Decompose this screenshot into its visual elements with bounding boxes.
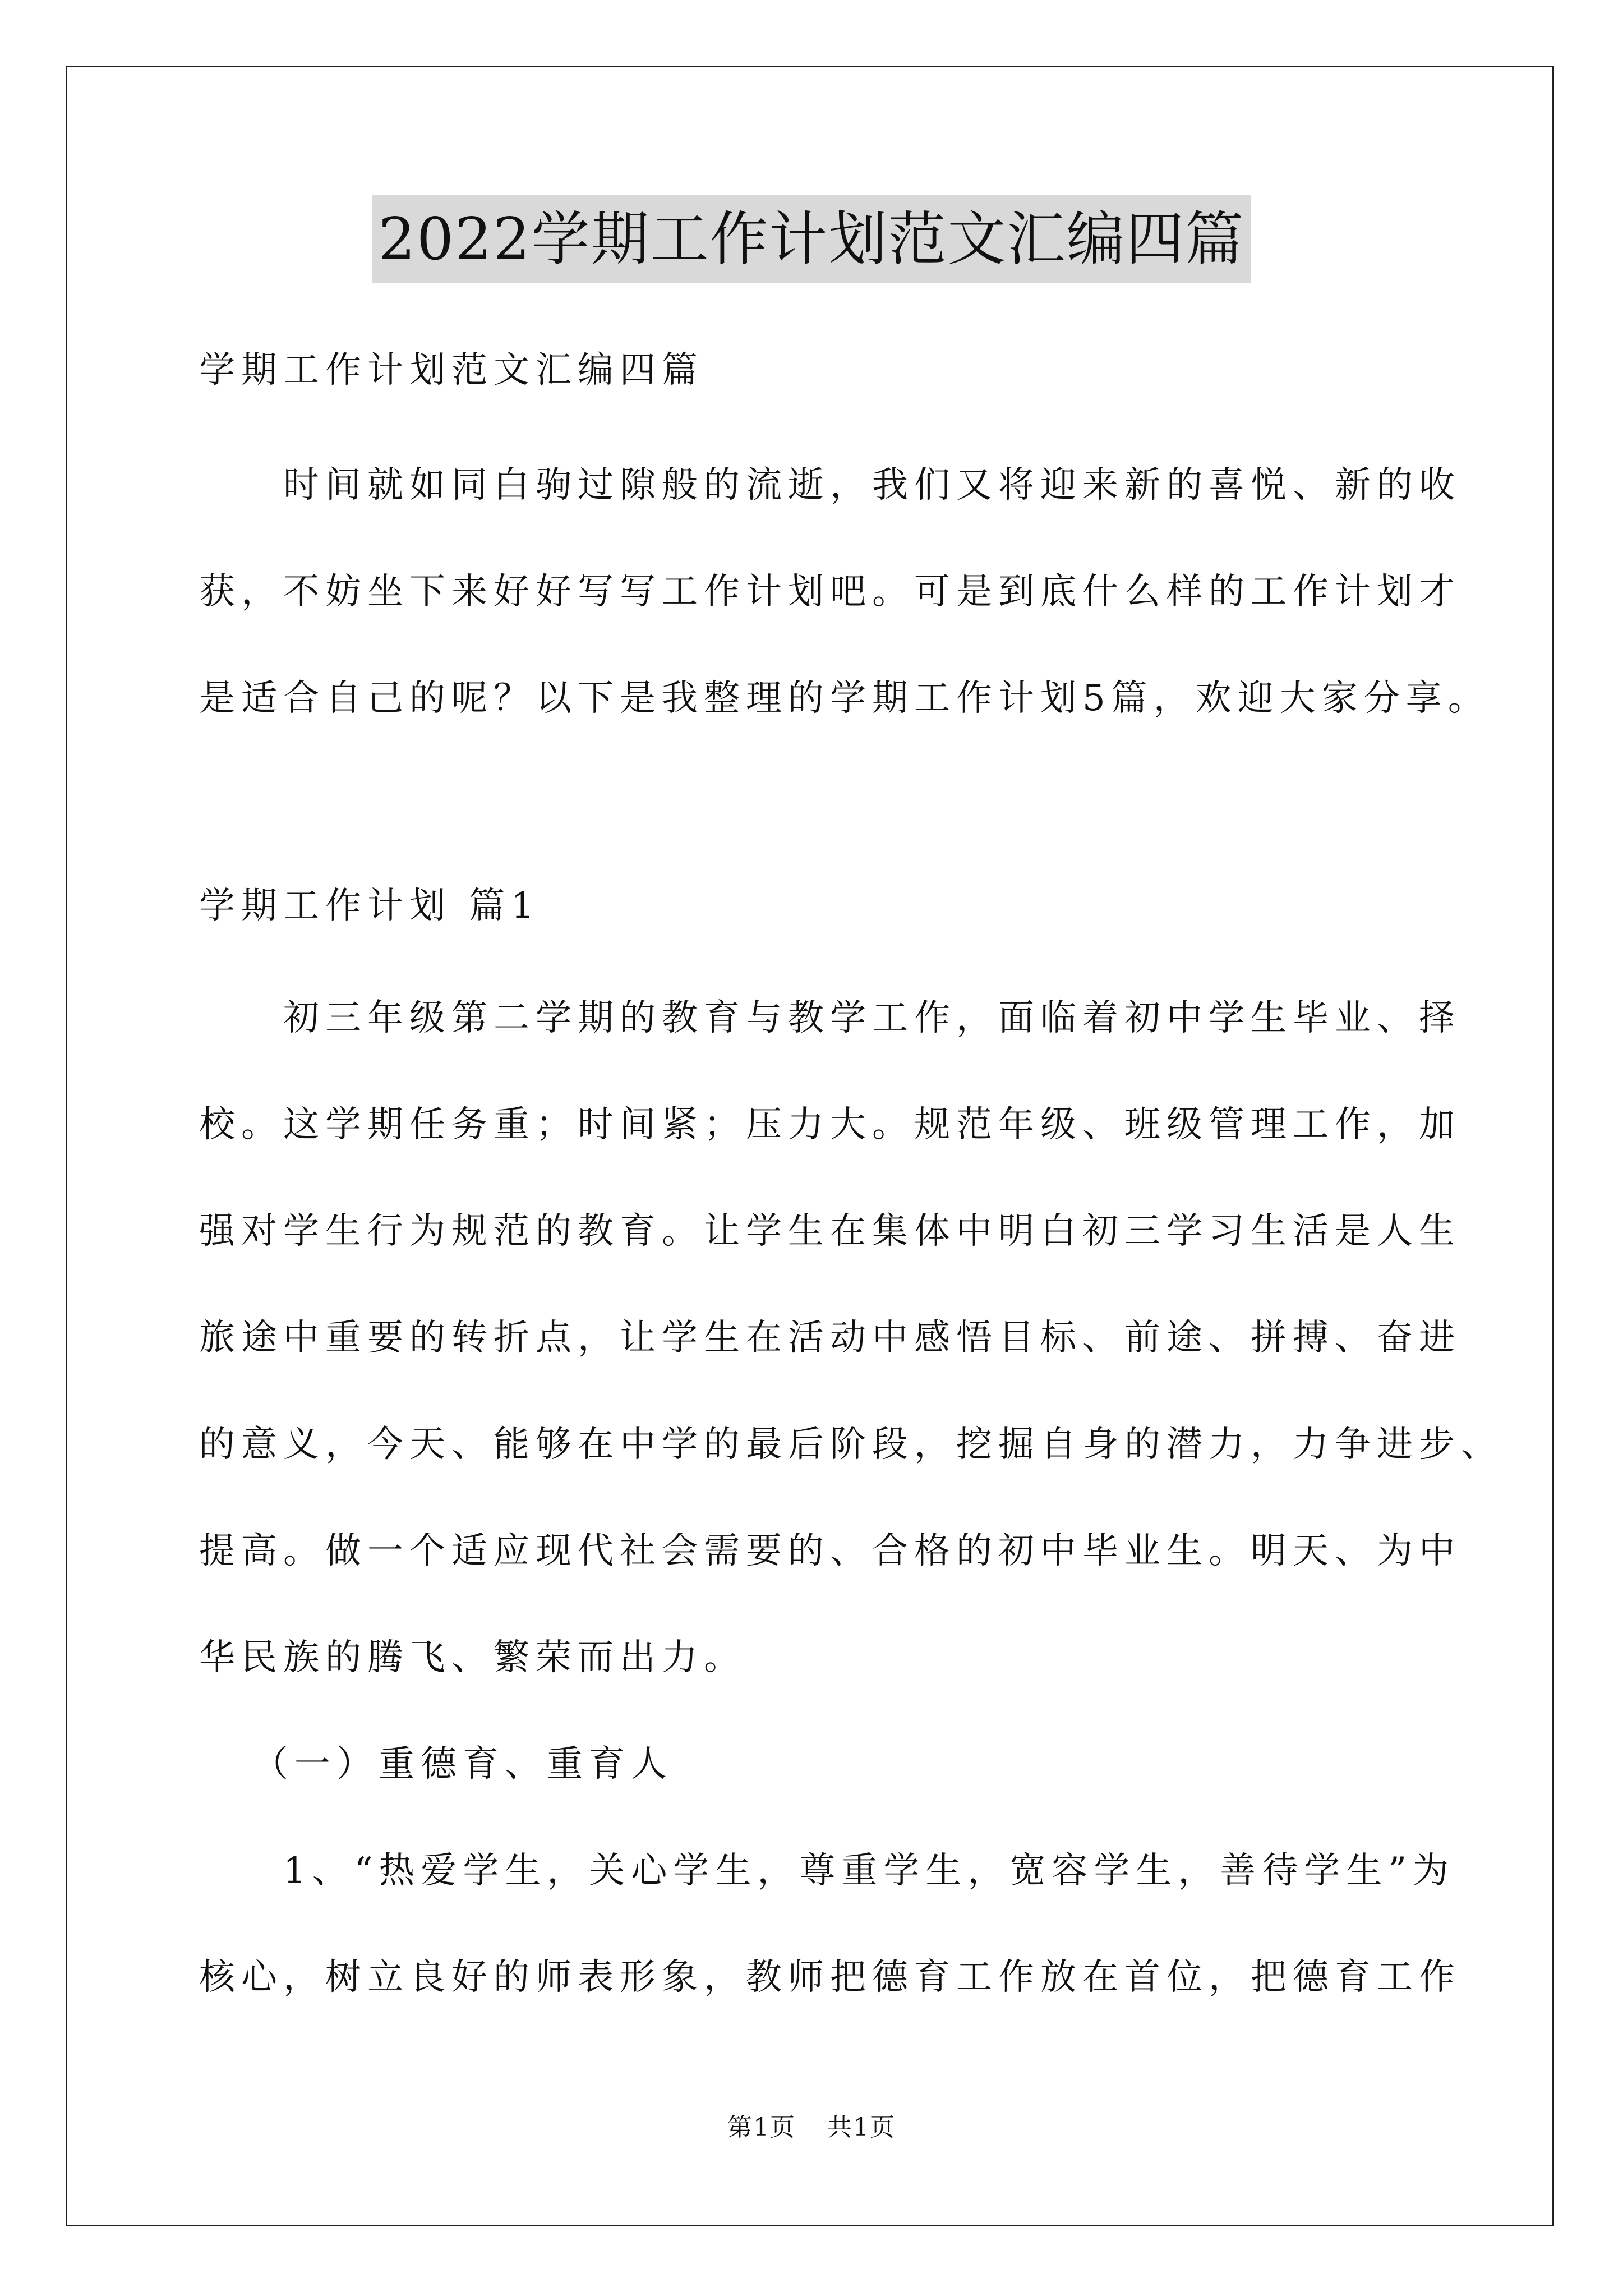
intro-line: 时间就如同白驹过隙般的流逝，我们又将迎来新的喜悦、新的收 (283, 464, 1461, 506)
section-line: 旅途中重要的转折点，让学生在活动中感悟目标、前途、拼搏、奋进 (199, 1317, 1461, 1359)
document-subtitle: 学期工作计划范文汇编四篇 (199, 349, 704, 391)
page-number: 第1页 (727, 2113, 796, 2142)
section-line: 校。这学期任务重；时间紧；压力大。规范年级、班级管理工作，加 (199, 1104, 1461, 1145)
section-line: 华民族的腾飞、繁荣而出力。 (199, 1637, 746, 1678)
item-line: 1、“热爱学生，关心学生，尊重学生，宽容学生，善待学生”为 (283, 1850, 1455, 1892)
item-line: 核心，树立良好的师表形象，教师把德育工作放在首位，把德育工作 (199, 1957, 1461, 1998)
intro-line: 获，不妨坐下来好好写写工作计划吧。可是到底什么样的工作计划才 (199, 571, 1461, 613)
section-heading: 学期工作计划 篇1 (199, 885, 541, 927)
total-pages: 共1页 (827, 2113, 896, 2142)
subsection-heading: （一）重德育、重育人 (252, 1743, 673, 1785)
title-block (0, 195, 1623, 283)
section-line: 强对学生行为规范的教育。让学生在集体中明白初三学习生活是人生 (199, 1211, 1461, 1252)
page-footer (0, 2107, 1623, 2143)
section-line: 初三年级第二学期的教育与教学工作，面临着初中学生毕业、择 (283, 997, 1461, 1039)
intro-line: 是适合自己的呢？以下是我整理的学期工作计划5篇，欢迎大家分享。 (199, 678, 1490, 719)
document-title: 2022学期工作计划范文汇编四篇 (372, 195, 1252, 283)
section-line: 的意义，今天、能够在中学的最后阶段，挖掘自身的潜力，力争进步、 (199, 1424, 1503, 1465)
section-line: 提高。做一个适应现代社会需要的、合格的初中毕业生。明天、为中 (199, 1530, 1461, 1572)
